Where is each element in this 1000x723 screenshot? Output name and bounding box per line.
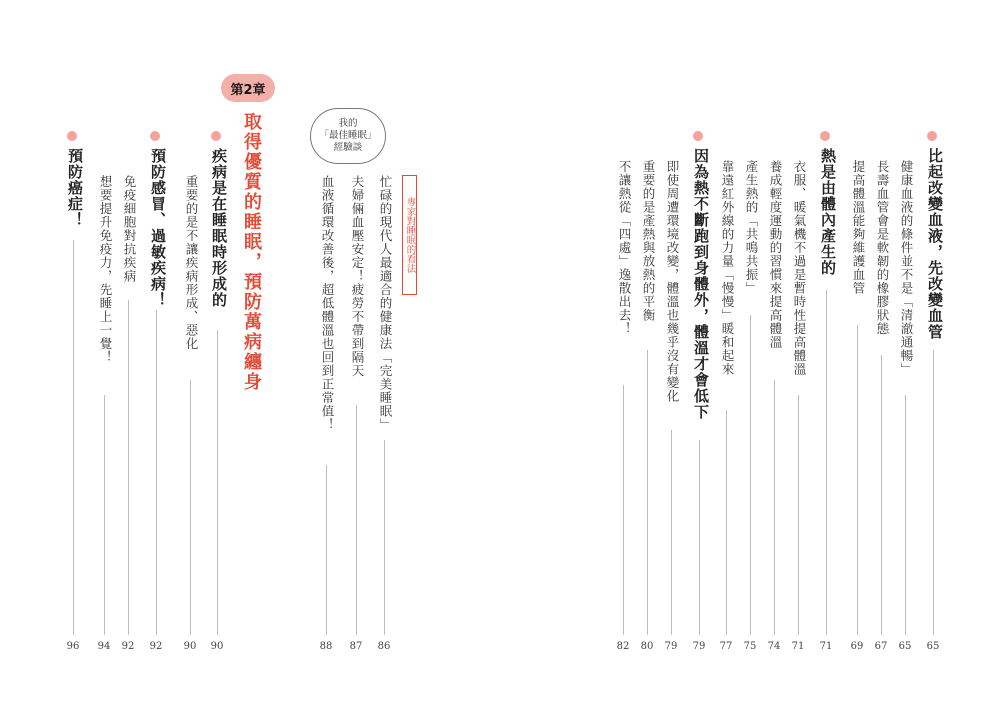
section-heading-1: 比起改變血液，先改變血管 bbox=[926, 148, 944, 340]
page-number: 71 bbox=[819, 641, 833, 652]
leader-line bbox=[774, 380, 775, 635]
toc-entry: 即使周遭環境改變，體溫也幾乎沒有變化 bbox=[665, 160, 680, 403]
page-number: 79 bbox=[664, 641, 678, 652]
chapter-title: 取得優質的睡眠，預防萬病纏身 bbox=[241, 112, 262, 392]
leader-line bbox=[857, 325, 858, 635]
section-bullet-6 bbox=[67, 131, 77, 141]
page-number: 92 bbox=[121, 641, 135, 652]
toc-entry: 重要的是產熱與放熱的平衡 bbox=[641, 160, 656, 322]
page-number: 87 bbox=[349, 641, 363, 652]
toc-entry: 提高體溫能夠維護血管 bbox=[851, 160, 866, 295]
leader-line bbox=[104, 395, 105, 635]
toc-entry: 衣服、暖氣機不過是暫時性提高體溫 bbox=[792, 160, 807, 376]
toc-entry: 血液循環改善後，超低體溫也回到正常值！ bbox=[320, 175, 335, 432]
leader-line bbox=[384, 440, 385, 635]
page-number: 65 bbox=[898, 641, 912, 652]
page-number: 82 bbox=[616, 641, 630, 652]
leader-line bbox=[190, 380, 191, 635]
leader-line bbox=[73, 240, 74, 635]
section-heading-6: 預防癌症！ bbox=[66, 148, 84, 228]
section-bullet-5 bbox=[150, 131, 160, 141]
page-number: 90 bbox=[210, 641, 224, 652]
section-heading-4: 疾病是在睡眠時形成的 bbox=[210, 148, 228, 308]
page-number: 86 bbox=[377, 641, 391, 652]
page-number: 80 bbox=[640, 641, 654, 652]
page-number: 79 bbox=[692, 641, 706, 652]
page-number: 74 bbox=[767, 641, 781, 652]
page-number: 96 bbox=[66, 641, 80, 652]
leader-line bbox=[826, 290, 827, 635]
section-bullet-3 bbox=[693, 131, 703, 141]
leader-line bbox=[128, 300, 129, 635]
leader-line bbox=[726, 410, 727, 635]
page-number: 94 bbox=[97, 641, 111, 652]
experience-cloud-label bbox=[310, 108, 386, 164]
toc-entry: 長壽血管會是軟韌的橡膠狀態 bbox=[875, 160, 890, 336]
toc-entry: 產生熱的「共鳴共振」 bbox=[744, 160, 759, 295]
page-number: 92 bbox=[149, 641, 163, 652]
page-number: 67 bbox=[874, 641, 888, 652]
cloud-line: 「最佳睡眠」 bbox=[319, 130, 377, 141]
leader-line bbox=[623, 385, 624, 635]
toc-entry: 重要的是不讓疾病形成、惡化 bbox=[184, 175, 199, 351]
section-heading-5: 預防感冒、過敏疾病！ bbox=[149, 148, 167, 308]
leader-line bbox=[881, 355, 882, 635]
page-number: 90 bbox=[183, 641, 197, 652]
page-number: 65 bbox=[926, 641, 940, 652]
toc-entry: 不讓熱從「四處」逸散出去！ bbox=[617, 160, 632, 336]
leader-line bbox=[905, 395, 906, 635]
cloud-line: 經驗談 bbox=[333, 142, 363, 153]
leader-line bbox=[356, 405, 357, 635]
leader-line bbox=[699, 440, 700, 635]
toc-entry: 健康血液的條件並不是「清澈通暢」 bbox=[899, 160, 914, 376]
leader-line bbox=[156, 310, 157, 635]
leader-line bbox=[750, 315, 751, 635]
chapter-badge: 第2章 bbox=[221, 74, 275, 102]
leader-line bbox=[647, 350, 648, 635]
section-bullet-4 bbox=[211, 131, 221, 141]
leader-line bbox=[933, 350, 934, 635]
toc-entry: 免疫細胞對抗疾病 bbox=[122, 175, 137, 283]
leader-line bbox=[671, 430, 672, 635]
section-heading-2: 熱是由體內產生的 bbox=[819, 148, 837, 276]
leader-line bbox=[798, 395, 799, 635]
page-number: 88 bbox=[319, 641, 333, 652]
section-bullet-2 bbox=[820, 131, 830, 141]
page-number: 69 bbox=[850, 641, 864, 652]
leader-line bbox=[217, 330, 218, 635]
toc-entry: 忙碌的現代人最適合的健康法「完美睡眠」 bbox=[378, 175, 393, 432]
page-number: 71 bbox=[791, 641, 805, 652]
toc-entry: 養成輕度運動的習慣來提高體溫 bbox=[768, 160, 783, 349]
toc-entry: 夫婦倆血壓安定！疲勞不帶到隔天 bbox=[350, 175, 365, 378]
toc-entry: 靠遠紅外線的力量「慢慢」暖和起來 bbox=[720, 160, 735, 376]
page-number: 75 bbox=[743, 641, 757, 652]
cloud-line: 我的 bbox=[338, 118, 358, 129]
expert-label-box: 專家對睡眠的看法 bbox=[402, 175, 417, 295]
leader-line bbox=[326, 465, 327, 635]
section-heading-3: 因為熱不斷跑到身體外，體溫才會低下 bbox=[692, 148, 710, 420]
section-bullet-1 bbox=[927, 131, 937, 141]
toc-entry: 想要提升免疫力，先睡上一覺！ bbox=[98, 175, 113, 364]
page-number: 77 bbox=[719, 641, 733, 652]
